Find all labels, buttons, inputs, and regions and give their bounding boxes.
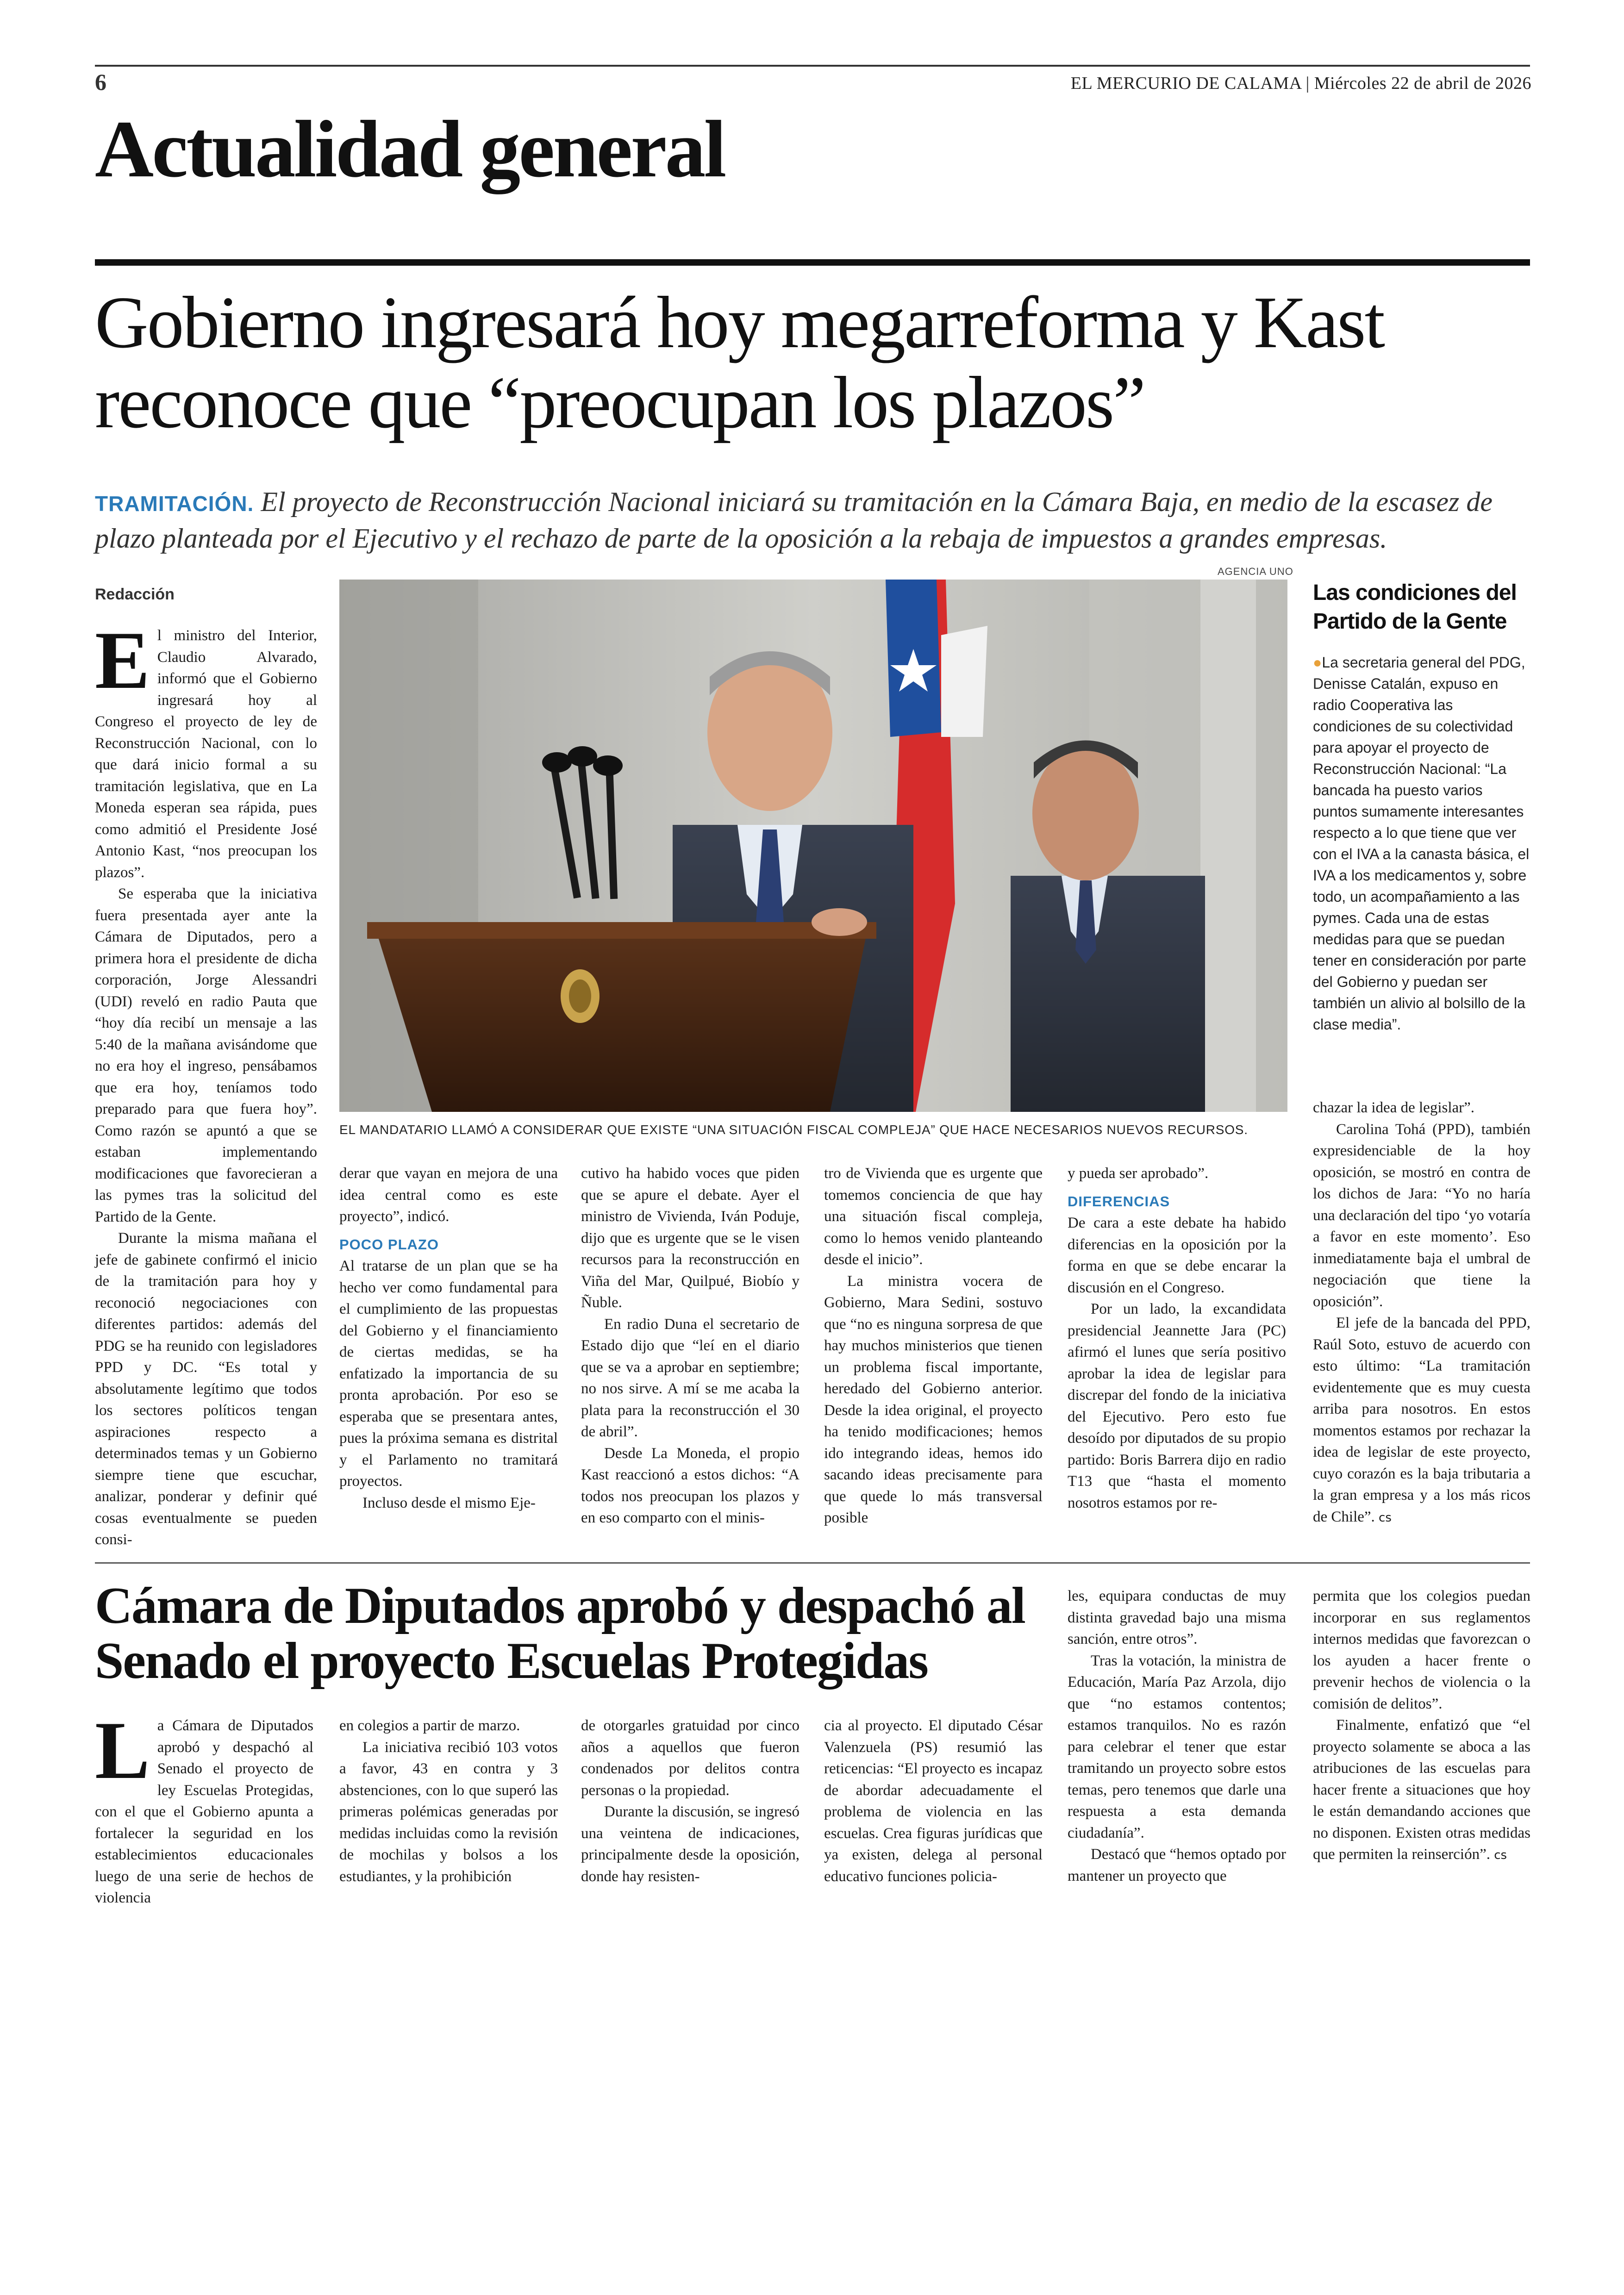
article1-col4-p2: La ministra vocera de Gobierno, Mara Sedini, sostuvo que “no es ninguna sorpresa de que hay muchos ministerios que tienen un problema fiscal importante, heredado del Gobierno anterior. Desde la idea original, el proyecto ha tenido modificaciones; hemos ido integrando ideas, hemos ido sacando ideas precisamente para que quede lo más transversal posible — [824, 1272, 1043, 1526]
article2-column-6 — [1313, 1585, 1530, 1866]
article1-col6-p3 — [1313, 1312, 1530, 1528]
article2-col3-p2: Durante la discusión, se ingresó una veintena de indicaciones, principalmente desde la oposición, donde hay resisten- — [581, 1803, 800, 1885]
subhead-poco-plazo: POCO PLAZO — [339, 1236, 439, 1253]
article2-headline: Cámara de Diputados aprobó y despachó al Senado el proyecto Escuelas Protegidas — [95, 1577, 1025, 1690]
article2-column-5 — [1068, 1585, 1286, 1887]
article1-col2-p2: Al tratarse de un plan que se ha hecho ver como fundamental para el cumplimiento de las propuestas del Gobierno y el financiamiento de ciertas medidas, se ha enfatizado la importancia de su pronta aprobación. Por eso se esperaba que se presentara antes, pues la próxima semana es distrital y el Parlamento no tramitará proyectos. — [339, 1258, 558, 1490]
article1-column-1 — [95, 614, 317, 1551]
sidebar-title: Las condiciones del Partido de la Gente — [1313, 580, 1517, 634]
article1-col5-p1: y pueda ser aprobado”. — [1068, 1165, 1209, 1182]
end-mark-icon: cs — [1379, 1510, 1392, 1525]
article2-col5-p2: Tras la votación, la ministra de Educación, María Paz Arzola, dijo que “no estamos contentos; estamos tranquilos. No es razón para celebrar el tener que estar tramitando un proyecto sobre estos temas, pero tenemos que darle una respuesta a esta demanda ciudadanía”. — [1068, 1652, 1286, 1841]
article2-col5-p3: Destacó que “hemos optado por mantener un proyecto que — [1068, 1846, 1286, 1884]
article2-rule — [95, 1562, 1530, 1564]
article1-col6-p2: Carolina Tohá (PPD), también expresidenciable de la hoy oposición, se mostró en contra de los dichos de Jara: “Yo no haría una declaración del tipo ‘yo votaría a favor en este momento’. Eso inmediatamente baja el umbral de negociación que tiene la oposición”. — [1313, 1121, 1530, 1310]
byline: Redacción — [95, 586, 175, 603]
article1-col3-p1: cutivo ha habido voces que piden que se apure el debate. Ayer el ministro de Vivienda, Iván Poduje, dijo que es urgente que se le visen recursos para la reconstrucción en Viña del Mar, Quilpué, Biobío y Ñuble. — [581, 1165, 800, 1311]
article1-col5-p3: Por un lado, la excandidata presidencial Jeannette Jara (PC) afirmó el lunes que sería positivo aprobar la idea de legislar para discrepar del fondo de la iniciativa del Ejecutivo. Pero esto fue desoído por diputados de su propio partido: Boris Barrera dijo en radio T13 que “hasta el momento nosotros estamos por re- — [1068, 1301, 1286, 1511]
article1-col4-p1: tro de Vivienda que es urgente que tomemos conciencia de que hay una situación fiscal compleja, como lo hemos venido planteando desde el inicio”. — [824, 1165, 1043, 1268]
article2-end-mark-icon: cs — [1494, 1848, 1507, 1862]
subhead-diferencias: DIFERENCIAS — [1068, 1193, 1170, 1210]
article1-col5-p2: De cara a este debate ha habido diferencias en la oposición por la forma en que se debe encarar la discusión en el Congreso. — [1068, 1215, 1286, 1296]
masthead-info — [1071, 73, 1531, 94]
article2-col2-p2: La iniciativa recibió 103 votos a favor, 43 en contra y 3 abstenciones, con lo que superó las primeras polémicas generadas por medidas incluidas como la revisión de mochilas y bolsos a los estudiantes, y la prohibición — [339, 1739, 558, 1885]
dropcap: E — [95, 614, 150, 706]
article2-col6-p1: permita que los colegios puedan incorporar en sus reglamentos internos medidas que favorezcan o los ayuden a hacer frente o prevenir hechos de violencia o la comisión de delitos”. — [1313, 1588, 1530, 1712]
photo-credit: AGENCIA UNO — [1218, 566, 1293, 577]
article2-col1-lead — [95, 1704, 313, 1909]
section-rule — [95, 259, 1530, 266]
article1-col6-p1: chazar la idea de legislar”. — [1313, 1099, 1475, 1116]
kicker: TRAMITACIÓN. — [95, 492, 254, 516]
top-rule — [95, 65, 1530, 67]
article1-column-5 — [1068, 1163, 1286, 1514]
photo-caption: EL MANDATARIO LLAMÓ A CONSIDERAR QUE EXISTE “UNA SITUACIÓN FISCAL COMPLEJA” QUE HACE NECESARIOS NUEVOS RECURSOS. — [339, 1123, 1248, 1137]
article1-col6-p3-text: El jefe de la bancada del PPD, Raúl Soto, estuvo de acuerdo con esto último: “La tramitación evidentemente que es muy cuesta arriba para nosotros. En estos momentos estamos por rechazar la idea de legislar de este proyecto, cuyo corazón es la baja tributaria a la gran empresa y a los más ricos de Chile”. — [1313, 1315, 1530, 1525]
photo-illustration — [339, 580, 1287, 1112]
article1-column-4 — [824, 1163, 1043, 1529]
sidebar-body — [1313, 652, 1530, 1035]
masthead-separator: | — [1301, 74, 1314, 93]
main-photo — [339, 580, 1287, 1112]
article1-column-3 — [581, 1163, 800, 1529]
article2-col6-p2 — [1313, 1715, 1530, 1866]
article2-col3-p1: de otorgarles gratuidad por cinco años a aquellos que fueron condenados por delitos contra personas o la propiedad. — [581, 1717, 800, 1799]
article1-col3-p3: Desde La Moneda, el propio Kast reaccionó a estos dichos: “A todos nos preocupan los plazos y en eso comparto con el minis- — [581, 1445, 800, 1526]
page-number: 6 — [95, 69, 106, 95]
article1-col2-p1: derar que vayan en mejora de una idea central como es este proyecto”, indicó. — [339, 1165, 558, 1225]
section-title: Actualidad general — [95, 104, 725, 194]
article1-column-6 — [1313, 1097, 1530, 1528]
article1-column-2 — [339, 1163, 558, 1514]
main-headline: Gobierno ingresará hoy megarreforma y Kast reconoce que “preocupan los plazos” — [95, 281, 1384, 443]
deck — [95, 484, 1535, 557]
article1-col2-p3: Incluso desde el mismo Eje- — [362, 1494, 536, 1511]
article2-column-3 — [581, 1715, 800, 1887]
article1-col1-p3: Durante la misma mañana el jefe de gabinete confirmó el inicio de la tramitación para hoy y reconoció negociaciones con diferentes partidos: además del PDG se ha reunido con legisladores PPD y DC. “Es total y absolutamente legítimo que todos los sectores políticos tengan aspiraciones respecto a determinados temas y un Gobierno siempre tiene que escuchar, analizar, ponderar y definir qué cosas eventualmente se pueden consi- — [95, 1230, 317, 1548]
article1-col3-p2: En radio Duna el secretario de Estado dijo que “leí en el diario que se va a aprobar en septiembre; no nos sirve. A mí se me acaba la plata para la reconstrucción el 30 de abril”. — [581, 1316, 800, 1440]
article1-col1-lead — [95, 614, 317, 883]
article1-col1-p1: l ministro del Interior, Claudio Alvarado, informó que el Gobierno ingresará hoy al Congreso el proyecto de ley de Reconstrucción Nacional, con lo que dará inicio formal a su tramitación legislativa, que en La Moneda esperan sea rápida, pues como admitió el Presidente José Antonio Kast, “nos preocupan los plazos”. — [95, 627, 317, 881]
article2-col1-p1: a Cámara de Diputados aprobó y despachó al Senado el proyecto de ley Escuelas Protegidas, con el que el Gobierno apunta a fortalecer la seguridad en los establecimientos educacionales luego de una serie de hechos de violencia — [95, 1717, 313, 1906]
deck-text: El proyecto de Reconstrucción Nacional iniciará su tramitación en la Cámara Baja, en medio de la escasez de plazo planteada por el Ejecutivo y el rechazo de parte de la oposición a la rebaja de impuestos a grandes empresas. — [95, 486, 1493, 554]
article2-column-2 — [339, 1715, 558, 1887]
article2-col2-p1: en colegios a partir de marzo. — [339, 1717, 520, 1734]
bullet-icon: ● — [1313, 654, 1322, 671]
article2-column-1 — [95, 1704, 313, 1909]
sidebar-text: La secretaria general del PDG, Denisse Catalán, expuso en radio Cooperativa las condiciones de su colectividad para apoyar el proyecto de Reconstrucción Nacional: “La bancada ha puesto varios puntos sumamente interesantes respecto a lo que tiene que ver con el IVA a la canasta básica, el IVA a los medicamentos y, sobre todo, un acompañamiento a las pymes. Cada una de estas medidas para que se puedan tener en consideración por parte del Gobierno y puedan ser también un alivio al bolsillo de la clase media”. — [1313, 654, 1530, 1033]
article2-column-4 — [824, 1715, 1043, 1887]
article2-dropcap: L — [95, 1704, 150, 1796]
article2-col6-p2-text: Finalmente, enfatizó que “el proyecto solamente se aboca a las atribuciones de las escuelas para hacer frente a situaciones que hoy le están demandando acciones que no disponen. Existen otras medidas que permiten la reinserción”. — [1313, 1717, 1530, 1863]
article2-col4-p1: cia al proyecto. El diputado César Valenzuela (PS) resumió las reticencias: “El proyecto es incapaz de abordar adecuadamente el problema de violencia en las escuelas. Crea figuras jurídicas que ya existen, delega al personal educativo funciones policia- — [824, 1717, 1043, 1885]
article2-col5-p1: les, equipara conductas de muy distinta gravedad bajo una misma sanción, entre otros”. — [1068, 1588, 1286, 1647]
article1-col1-p2: Se esperaba que la iniciativa fuera presentada ayer ante la Cámara de Diputados, pero a primera hora el presidente de dicha corporación, Jorge Alessandri (UDI) reveló en radio Pauta que “hoy día recibí un mensaje a las 5:40 de la mañana avisándome que no era hoy el ingreso, pensábamos que era hoy, teníamos todo preparado para que fuera hoy”. Como razón se apuntó a que se estaban implementando modificaciones que favorecieran a las pymes tras la solicitud del Partido de la Gente. — [95, 886, 317, 1225]
publication-date: Miércoles 22 de abril de 2026 — [1314, 74, 1531, 93]
publication-name: EL MERCURIO DE CALAMA — [1070, 74, 1301, 93]
